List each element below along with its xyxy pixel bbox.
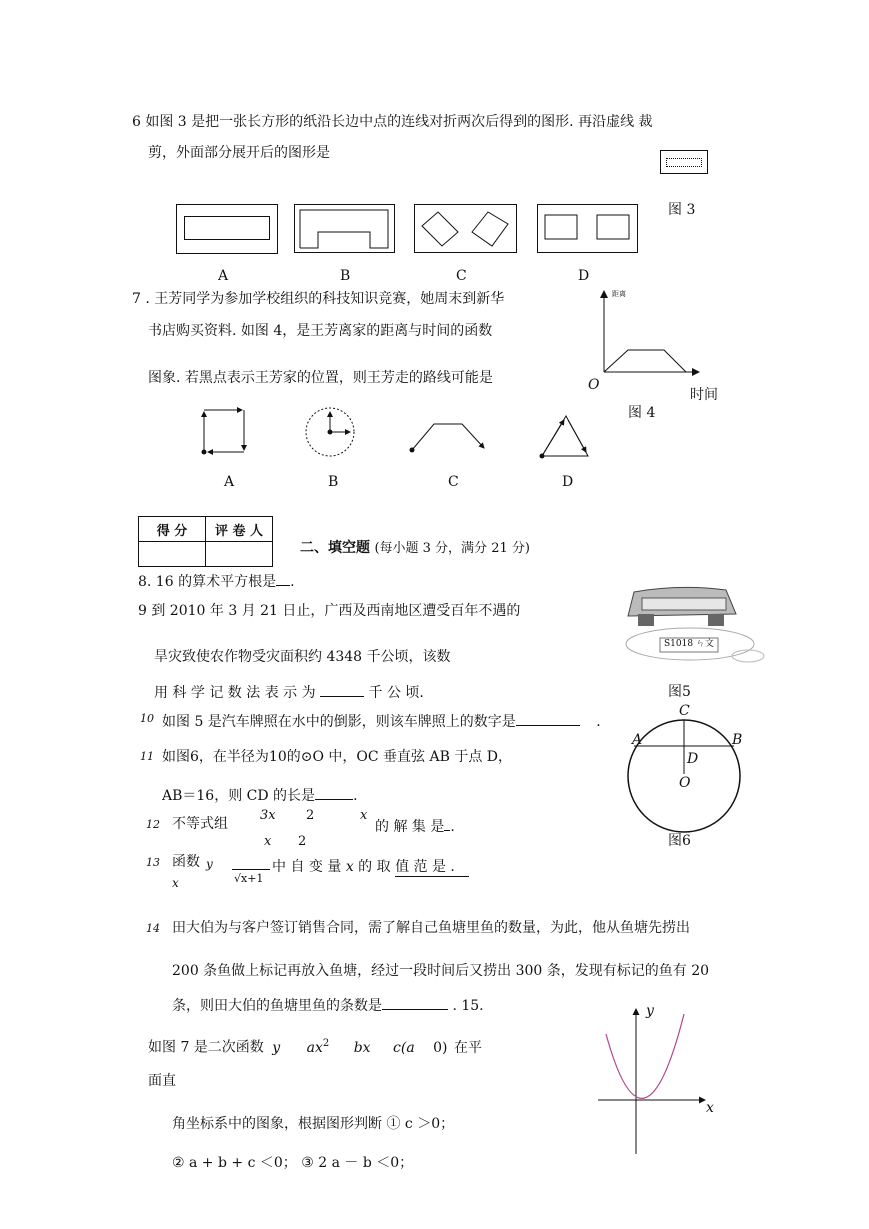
q8-text: 8. 16 的算术平方根是 (138, 574, 277, 590)
q9-line1: 9 到 2010 年 3 月 21 日止，广西及西南地区遭受百年不遇的 (138, 603, 521, 619)
q7-option-a-label: A (224, 474, 235, 490)
q11-line2: AB＝16，则 CD 的长是 . (162, 785, 358, 805)
q6-option-a-label: A (218, 268, 229, 284)
q8: 8. 16 的算术平方根是 . (138, 571, 295, 591)
q6-option-c-label: C (456, 268, 467, 284)
q7-option-c-route (406, 418, 490, 458)
q12-number: 12 (146, 818, 160, 831)
q13-tail: 中 自 变 量 x 的 取 值 范 是 . (272, 859, 469, 877)
fig6-label-o: O (679, 775, 691, 791)
q13-fraction-bar (232, 869, 270, 870)
q6-option-c-figure (414, 204, 518, 254)
q7-option-b-route (302, 404, 358, 460)
q9-line3: 用 科 学 记 数 法 表 示 为 千 公 顷. (154, 682, 424, 702)
q12-row1-lhs: 3x (260, 808, 276, 823)
q7-option-d-label: D (562, 474, 574, 490)
q14-line1: 田大伯为与客户签订销售合同，需了解自己鱼塘里鱼的数量，为此，他从鱼塘先捞出 (172, 920, 690, 936)
fig4-caption: 图 4 (628, 405, 656, 421)
fig5-car-reflection-image (620, 584, 768, 670)
q6-option-d-figure (537, 204, 639, 254)
q11-number: 11 (140, 750, 154, 763)
q15-line3: 角坐标系中的图象，根据图形判断 ① c ＞0； (172, 1116, 455, 1132)
q6-option-d-label: D (578, 268, 590, 284)
section2-note: (每小题 3 分，满分 21 分) (374, 541, 530, 556)
q7-line2: 书店购买资料. 如图 4，是王芳离家的距离与时间的函数 (148, 323, 493, 339)
q12-row1-x: x (360, 808, 368, 823)
fig6-label-c: C (679, 703, 690, 719)
q14-line2: 200 条鱼做上标记再放入鱼塘，经过一段时间后又捞出 300 条，发现有标记的鱼有 20 (172, 963, 710, 979)
q13-answer-blank: 值 范 是 . (395, 859, 469, 877)
fig6-label-d: D (687, 751, 699, 767)
fig3-caption: 图 3 (668, 202, 696, 218)
fig5-caption: 图5 (668, 684, 691, 700)
score-table (138, 516, 273, 567)
score-table-score-header: 得 分 (139, 517, 206, 542)
q7-line1: 7 . 王芳同学为参加学校组织的科技知识竞赛，她周末到新华 (132, 291, 505, 307)
q11-answer-blank (315, 785, 353, 800)
q12-tail: 的 解 集 是 . (375, 816, 455, 836)
q8-answer-blank (276, 571, 290, 586)
q7-line3: 图象. 若黑点表示王芳家的位置，则王芳走的路线可能是 (148, 370, 493, 386)
q12-row1-rhs: 2 (306, 808, 315, 823)
score-table-grader-header: 评 卷 人 (206, 517, 273, 542)
q7-option-a-route (196, 402, 252, 458)
fig4-origin: O (588, 377, 600, 393)
score-table-grader-cell (206, 542, 273, 567)
q6-line2: 剪，外面部分展开后的图形是 (148, 145, 330, 161)
q14-answer-blank (382, 995, 448, 1010)
q6-option-b-figure (294, 204, 396, 254)
q7-option-c-label: C (448, 474, 459, 490)
fig6-caption: 图6 (668, 833, 691, 849)
q12-row2-rhs: 2 (298, 834, 307, 849)
fig5-plate-reflection: S1018 ㄣ文 (664, 639, 714, 649)
fig4-distance-time-graph (584, 286, 704, 390)
q11-line1: 如图6，在半径为10的⊙O 中，OC 垂直弦 AB 于点 D， (162, 749, 512, 765)
fig4-y-label: 距离 (612, 290, 626, 298)
score-table-score-cell (139, 542, 206, 567)
q9-line2: 旱灾致使农作物受灾面积约 4348 千公顷，该数 (154, 649, 451, 665)
q12-text: 不等式组 (172, 816, 228, 832)
q10-answer-blank (516, 711, 580, 726)
fig6-label-a: A (632, 732, 643, 748)
q6-line1: 6 如图 3 是把一张长方形的纸沿长边中点的连线对折两次后得到的图形. 再沿虚线 裁 (132, 114, 653, 130)
section2-heading (300, 540, 530, 557)
q10: 如图 5 是汽车牌照在水中的倒影，则该车牌照上的数字是 . (162, 711, 601, 731)
q9-answer-blank (320, 682, 364, 697)
q14-line3: 条，则田大伯的鱼塘里鱼的条数是 . 15. (172, 995, 484, 1015)
q13-x-below: x (172, 876, 179, 890)
fig7-parabola-graph (594, 1004, 718, 1158)
q10-number: 10 (140, 712, 154, 725)
q12-row2-lhs: x (264, 834, 272, 849)
section2-title: 二、填空题 (300, 540, 370, 556)
q6-option-a-figure (176, 204, 278, 254)
q15-line1: 如图 7 是二次函数 y $ax^2$ bx c(a 0) 在平 (148, 1038, 482, 1056)
fig3-dashed-cut (666, 158, 702, 167)
q15-line4: ② a + b + c ＜0； ③ 2 a － b ＜0； (172, 1155, 414, 1171)
q6-option-b-label: B (340, 268, 351, 284)
fig7-x-label: x (706, 1100, 714, 1116)
q15-line2: 面直 (148, 1073, 176, 1089)
q13-sqrt-denominator: √x+1 (234, 872, 264, 885)
fig6-label-b: B (732, 732, 743, 748)
fig7-y-label: y (646, 1003, 654, 1019)
q14-number: 14 (146, 922, 160, 935)
q13-number: 13 (146, 856, 160, 869)
q7-option-b-label: B (328, 474, 339, 490)
q7-option-d-route (536, 410, 592, 462)
fig4-x-label: 时间 (690, 387, 718, 403)
q13-y: y (206, 857, 213, 871)
fig3-folded-paper (660, 150, 708, 174)
q13-text: 函数 (172, 854, 200, 870)
